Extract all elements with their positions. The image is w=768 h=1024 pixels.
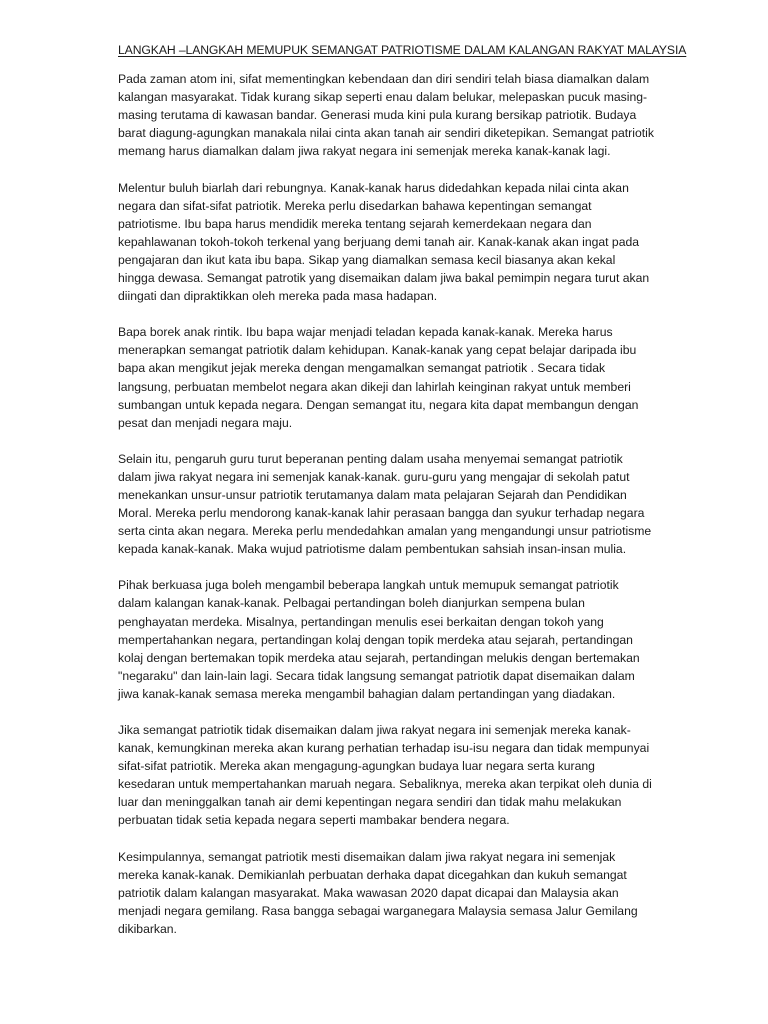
paragraph-authorities: Pihak berkuasa juga boleh mengambil beberapa langkah untuk memupuk semangat patriotik dalam kalangan kanak-kanak. Pelbagai pertandingan boleh dianjurkan sempena bulan penghayatan merdeka. Misalnya, pertandingan menulis esei berkaitan dengan tokoh yang mempertahankan negara, pertandingan kolaj dengan topik merdeka atau sejarah, pertandingan kolaj dengan bertemakan topik merdeka atau sejarah, pertandingan melukis dengan bertemakan "negaraku" dan lain-lain lagi. Secara tidak langsung semangat patriotik dapat disemaikan dalam jiwa kanak-kanak semasa mereka mengambil bahagian dalam pertandingan yang diadakan. — [118, 578, 640, 701]
paragraph-teachers: Selain itu, pengaruh guru turut beperanan penting dalam usaha menyemai semangat patriotik dalam jiwa rakyat negara ini semenjak kanak-kanak. guru-guru yang mengajar di sekolah patut menekankan unsur-unsur patriotik terutamanya dalam mata pelajaran Sejarah dan Pendidikan Moral. Mereka perlu mendorong kanak-kanak lahir perasaan bangga dan syukur terhadap negara serta cinta akan negara. Mereka perlu mendedahkan amalan yang mengandungi unsur patriotisme kepada kanak-kanak. Maka wujud patriotisme dalam pembentukan sahsiah insan-insan mulia. — [118, 451, 652, 557]
paragraph-parents-role-model: Bapa borek anak rintik. Ibu bapa wajar menjadi teladan kepada kanak-kanak. Mereka harus menerapkan semangat patriotik dalam kehidupan. Kanak-kanak yang cepat belajar daripada ibu bapa akan mengikut jejak mereka dengan mengamalkan semangat patriotik . Secara tidak langsung, perbuatan membelot negara akan dikeji dan lahirlah keinginan rakyat untuk memberi sumbangan untuk kepada negara. Dengan semangat itu, negara kita dapat membangun dengan pesat dan menjadi negara maju. — [118, 325, 639, 430]
paragraph-parents-education: Melentur buluh biarlah dari rebungnya. Kanak-kanak harus didedahkan kepada nilai cinta akan negara dan sifat-sifat patriotik. Mereka perlu disedarkan bahawa kepentingan semangat patriotisme. Ibu bapa harus mendidik mereka tentang sejarah kemerdekaan negara dan kepahlawanan tokoh-tokoh terkenal yang berjuang demi tanah air. Kanak-kanak akan ingat pada pengajaran dan ikut kata ibu bapa. Sikap yang diamalkan semasa kecil biasanya akan kekal hingga dewasa. Semangat patrotik yang disemaikan dalam jiwa bakal pemimpin negara turut akan diingati dan dipraktikkan oleh mereka pada masa hadapan. — [118, 180, 650, 304]
paragraph-intro: Pada zaman atom ini, sifat mementingkan kebendaan dan diri sendiri telah biasa diamalkan dalam kalangan masyarakat. Tidak kurang sikap seperti enau dalam belukar, melepaskan pucuk masing-masing terutama di kawasan bandar. Generasi muda kini pula kurang bersikap patriotik. Budaya barat diagung-agungkan manakala nilai cinta akan tanah air sendiri diketepikan. Semangat patriotik memang harus diamalkan dalam jiwa rakyat negara ini semenjak mereka kanak-kanak lagi. — [118, 72, 654, 159]
paragraph-consequences: Jika semangat patriotik tidak disemaikan dalam jiwa rakyat negara ini semenjak mereka kanak-kanak, kemungkinan mereka akan kurang perhatian terhadap isu-isu negara dan tidak mempunyai sifat-sifat patriotik. Mereka akan mengagung-agungkan budaya luar negara serta kurang kesedaran untuk mempertahankan maruah negara. Sebaliknya, mereka akan terpikat oleh dunia di luar dan meninggalkan tanah air demi kepentingan negara sendiri dan tidak mahu melakukan perbuatan tidak setia kepada negara seperti mambakar bendera negara. — [118, 723, 652, 828]
paragraph-conclusion: Kesimpulannya, semangat patriotik mesti disemaikan dalam jiwa rakyat negara ini semenjak mereka kanak-kanak. Demikianlah perbuatan derhaka dapat dicegahkan dan kukuh semangat patriotik dalam kalangan masyarakat. Maka wawasan 2020 dapat dicapai dan Malaysia akan menjadi negara gemilang. Rasa bangga sebagai warganegara Malaysia semasa Jalur Gemilang dikibarkan. — [118, 849, 638, 936]
page-title: LANGKAH –LANGKAH MEMUPUK SEMANGAT PATRIOTISME DALAM KALANGAN RAKYAT MALAYSIA — [118, 43, 687, 57]
document-body — [118, 41, 687, 956]
